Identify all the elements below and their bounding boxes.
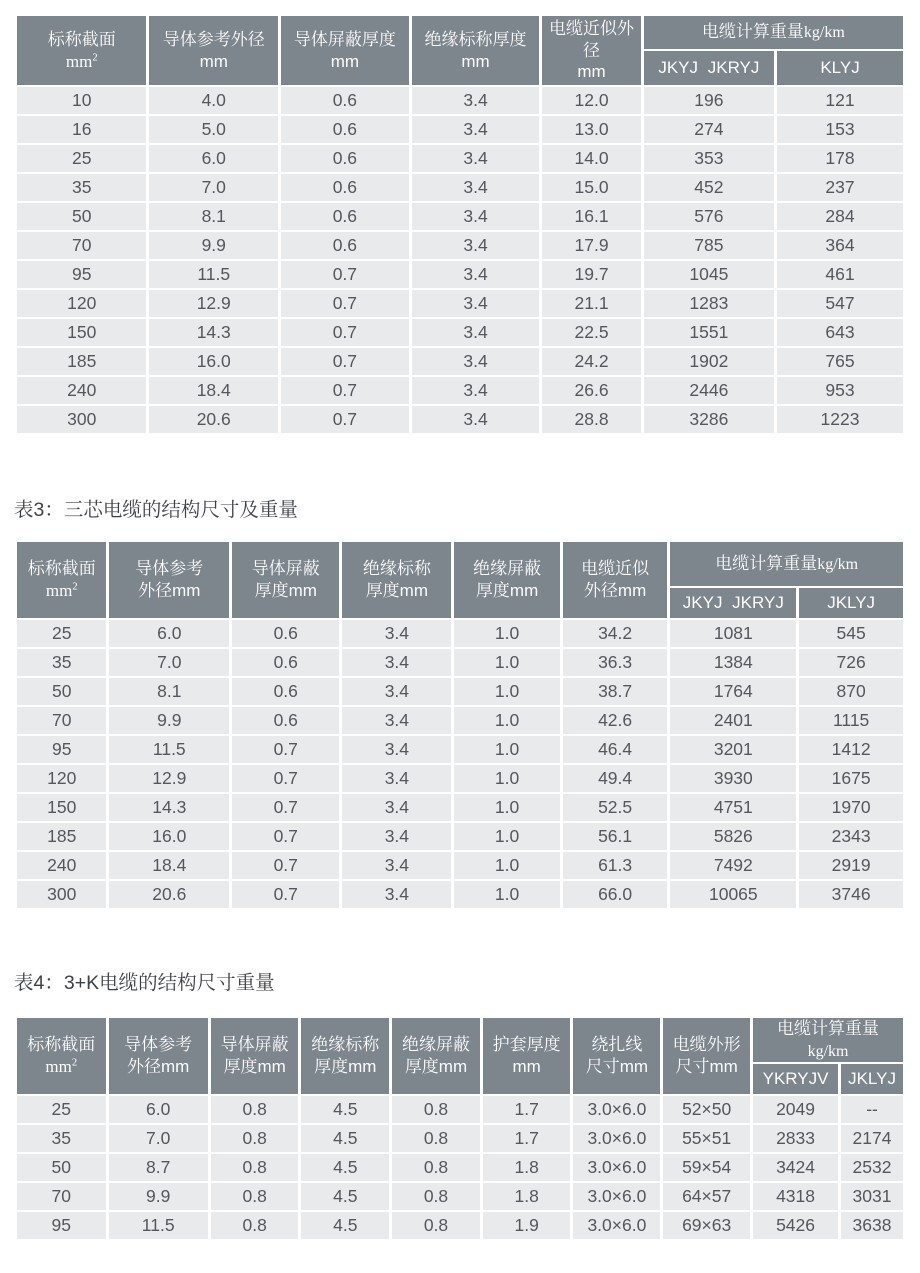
table-cell: 35 [16,173,148,202]
table-cell: 1.0 [453,793,561,822]
table-cell: 0.7 [280,289,411,318]
table-cell: 1.0 [453,619,561,648]
table-cell: 14.3 [148,318,280,347]
table-cell: 6.0 [148,144,280,173]
table-cell: 28.8 [541,405,642,434]
table-cell: 14.0 [541,144,642,173]
table-cell: 0.8 [209,1211,300,1240]
table-cell: 3.0×6.0 [572,1124,662,1153]
weight-group-unit: kg/km [817,555,859,573]
table-cell: 0.8 [391,1182,482,1211]
table-row [16,1211,905,1240]
table-cell: 34.2 [561,619,669,648]
table3-title: 表3：三芯电缆的结构尺寸及重量 [14,499,298,521]
table-cell: 3.4 [341,706,453,735]
table-row [16,880,905,909]
table-cell: 4.5 [300,1211,391,1240]
table-cell: 121 [776,86,905,115]
table-cell: 13.0 [541,115,642,144]
table-cell: 42.6 [561,706,669,735]
table-cell: 0.6 [231,619,341,648]
weight-group-label: 电缆计算重量 [701,22,804,42]
table-cell: 1675 [798,764,905,793]
column-header-0: 标称截面 $mm^2$ [16,541,108,619]
weight-sub-header-1: KLYJ [776,50,905,86]
table-cell: 3.4 [341,793,453,822]
table-cell: 1.0 [453,764,561,793]
table-cell: 49.4 [561,764,669,793]
column-header-1: 导体参考 外径mm [107,1017,209,1095]
column-header-4: 电缆近似外径 mm [541,15,642,86]
table-cell: 1283 [642,289,775,318]
table-cell: 26.6 [541,376,642,405]
table-cell: 2833 [752,1124,840,1153]
table-cell: 16 [16,115,148,144]
table-cell: 1.0 [453,706,561,735]
table-cell: 3930 [669,764,798,793]
weight-sub-header-1: JKLYJ [798,587,905,619]
table-cell: 4.5 [300,1182,391,1211]
table-cell: 12.0 [541,86,642,115]
table-cell: 785 [642,231,775,260]
table-body [16,619,905,909]
table-cell: 95 [16,260,148,289]
table-cell: 50 [16,202,148,231]
table-cell: 12.9 [148,289,280,318]
table-cell: 3201 [669,735,798,764]
table-cell: 1.9 [481,1211,572,1240]
table-cell: 0.8 [391,1211,482,1240]
table-cell: 21.1 [541,289,642,318]
two-core-cable-table [14,14,906,435]
table-cell: 1412 [798,735,905,764]
table-cell: 364 [776,231,905,260]
table-cell: 4.5 [300,1124,391,1153]
table-cell: 0.7 [280,376,411,405]
table-cell: 9.9 [108,706,231,735]
table-cell: 18.4 [148,376,280,405]
table-row [16,202,905,231]
table-cell: 1.8 [481,1153,572,1182]
table-cell: 52×50 [662,1095,752,1124]
table-cell: 16.0 [148,347,280,376]
table-cell: 11.5 [148,260,280,289]
table-cell: 3031 [840,1182,905,1211]
table-cell: 237 [776,173,905,202]
table-cell: 3.4 [410,144,541,173]
column-header-6: 绕扎线 尺寸mm [572,1017,662,1095]
table-cell: 0.7 [280,347,411,376]
table-cell: 6.0 [107,1095,209,1124]
table-row [16,764,905,793]
table-cell: 120 [16,764,108,793]
table-cell: 452 [642,173,775,202]
table-row [16,822,905,851]
table-cell: 4751 [669,793,798,822]
table-row [16,115,905,144]
column-header-0: 标称截面 $mm^2$ [16,15,148,86]
table-row [16,173,905,202]
table-cell: 1384 [669,648,798,677]
weight-group-label: 电缆计算重量 [777,1019,880,1038]
table-cell: 10065 [669,880,798,909]
table-cell: 185 [16,822,108,851]
table-cell: 50 [16,677,108,706]
table-cell: 25 [16,1095,108,1124]
table-cell: 61.3 [561,851,669,880]
table-cell: 3.4 [341,822,453,851]
weight-group-unit: kg/km [803,24,845,42]
table-cell: 1.0 [453,822,561,851]
table-cell: 3.4 [341,735,453,764]
table-cell: 185 [16,347,148,376]
table-cell: 461 [776,260,905,289]
column-header-4: 绝缘屏蔽 厚度mm [453,541,561,619]
table-row [16,260,905,289]
table-cell: 0.6 [231,648,341,677]
table-cell: 1045 [642,260,775,289]
table-row [16,289,905,318]
table-cell: 240 [16,851,108,880]
table-cell: 9.9 [107,1182,209,1211]
table-cell: 953 [776,376,905,405]
table-cell: 0.6 [280,115,411,144]
table-cell: 35 [16,1124,108,1153]
table-cell: 3.4 [341,851,453,880]
three-core-cable-table [14,540,906,910]
table-cell: 274 [642,115,775,144]
table-cell: 17.9 [541,231,642,260]
table-cell: 150 [16,318,148,347]
table-row [16,318,905,347]
table-cell: 46.4 [561,735,669,764]
table-cell: 1970 [798,793,905,822]
table-cell: 10 [16,86,148,115]
table-cell: 240 [16,376,148,405]
table-cell: 3.4 [410,231,541,260]
table-cell: 3.4 [341,648,453,677]
table-cell: 150 [16,793,108,822]
weight-sub-header-0: JKYJ JKRYJ [669,587,798,619]
table-cell: 3.4 [341,764,453,793]
table-cell: 0.6 [280,202,411,231]
table-cell: 1081 [669,619,798,648]
table-cell: 1.0 [453,735,561,764]
table-cell: 1.7 [481,1124,572,1153]
table-cell: 0.7 [280,405,411,434]
table-cell: 7.0 [108,648,231,677]
unit-mm2: $mm^2$ [45,1057,78,1077]
table-cell: 12.9 [108,764,231,793]
table-cell: 0.7 [231,764,341,793]
table-cell: 4.5 [300,1095,391,1124]
table-cell: 24.2 [541,347,642,376]
table-cell: 3.4 [410,376,541,405]
table-row [16,144,905,173]
table-cell: 18.4 [108,851,231,880]
table-cell: 3.4 [410,173,541,202]
table-cell: 4.0 [148,86,280,115]
table-cell: 2919 [798,851,905,880]
weight-sub-header-0: YKRYJV [752,1063,840,1095]
weight-sub-header-1: JKLYJ [840,1063,905,1095]
table-cell: 643 [776,318,905,347]
table-cell: 0.7 [231,851,341,880]
table-cell: 4318 [752,1182,840,1211]
table-cell: 20.6 [108,880,231,909]
unit-mm2: $mm^2$ [45,581,78,600]
table-cell: 16.0 [108,822,231,851]
table-cell: 16.1 [541,202,642,231]
table-cell: 3.4 [341,677,453,706]
column-header-0: 标称截面 $mm^2$ [16,1017,108,1095]
table-cell: 1902 [642,347,775,376]
table-cell: 0.8 [209,1095,300,1124]
column-header-2: 导体屏蔽 厚度mm [209,1017,300,1095]
table-cell: 3.4 [341,880,453,909]
table-cell: 0.8 [209,1182,300,1211]
column-header-4: 绝缘屏蔽 厚度mm [391,1017,482,1095]
table-cell: 196 [642,86,775,115]
table-row [16,86,905,115]
column-header-2: 导体屏蔽厚度 mm [280,15,411,86]
table-body [16,86,905,434]
table-cell: 765 [776,347,905,376]
weight-group-header [669,541,905,587]
weight-group-label: 电缆计算重量 [715,553,818,573]
table-cell: 15.0 [541,173,642,202]
table-cell: 70 [16,706,108,735]
table-cell: 545 [798,619,905,648]
table-cell: 2049 [752,1095,840,1124]
table-cell: 0.7 [231,735,341,764]
table-cell: 25 [16,144,148,173]
column-header-1: 导体参考外径 mm [148,15,280,86]
table-cell: 11.5 [108,735,231,764]
table-cell: 153 [776,115,905,144]
table-cell: 1.0 [453,677,561,706]
table-row [16,706,905,735]
table-cell: 0.6 [280,86,411,115]
header-row-top [16,541,905,587]
table-cell: 0.7 [231,880,341,909]
table-cell: 0.6 [280,173,411,202]
table-cell: 0.6 [231,706,341,735]
column-header-3: 绝缘标称 厚度mm [341,541,453,619]
table-cell: 3.4 [410,289,541,318]
table-header [16,15,905,86]
table-cell: 120 [16,289,148,318]
table-row [16,619,905,648]
table-cell: 55×51 [662,1124,752,1153]
table-row [16,851,905,880]
table-cell: 2446 [642,376,775,405]
table-cell: 2174 [840,1124,905,1153]
table-cell: 3.0×6.0 [572,1182,662,1211]
table-cell: 8.1 [108,677,231,706]
table-cell: -- [840,1095,905,1124]
column-header-3: 绝缘标称 厚度mm [300,1017,391,1095]
table-cell: 1.0 [453,880,561,909]
table-cell: 3.4 [410,318,541,347]
table-cell: 870 [798,677,905,706]
table-cell: 0.7 [231,822,341,851]
table-cell: 5826 [669,822,798,851]
table-cell: 3.0×6.0 [572,1211,662,1240]
table-row [16,677,905,706]
table-cell: 5.0 [148,115,280,144]
table-cell: 7.0 [148,173,280,202]
table-cell: 3.0×6.0 [572,1095,662,1124]
header-row-top [16,1017,905,1063]
table-cell: 50 [16,1153,108,1182]
table-cell: 1223 [776,405,905,434]
table-cell: 3.4 [410,347,541,376]
weight-group-unit: kg/km [807,1042,849,1060]
table-cell: 66.0 [561,880,669,909]
table-cell: 0.8 [391,1153,482,1182]
table-cell: 2343 [798,822,905,851]
header-row-top [16,15,905,50]
table-cell: 3746 [798,880,905,909]
table-cell: 2401 [669,706,798,735]
table-cell: 19.7 [541,260,642,289]
table-cell: 0.6 [280,231,411,260]
table-cell: 36.3 [561,648,669,677]
table-cell: 1.8 [481,1182,572,1211]
table-cell: 1551 [642,318,775,347]
table-cell: 95 [16,735,108,764]
table-cell: 4.5 [300,1153,391,1182]
table-cell: 9.9 [148,231,280,260]
table4-title: 表4：3+K电缆的结构尺寸重量 [14,972,275,994]
table-cell: 0.7 [280,318,411,347]
table-cell: 2532 [840,1153,905,1182]
table-cell: 547 [776,289,905,318]
table-body [16,1095,905,1240]
table-row [16,793,905,822]
table-cell: 14.3 [108,793,231,822]
table-cell: 284 [776,202,905,231]
table-row [16,1182,905,1211]
table-cell: 0.7 [231,793,341,822]
table-cell: 0.7 [280,260,411,289]
table-cell: 0.8 [209,1124,300,1153]
table-cell: 22.5 [541,318,642,347]
table-cell: 7.0 [107,1124,209,1153]
column-header-5: 电缆近似 外径mm [561,541,669,619]
column-header-7: 电缆外形 尺寸mm [662,1017,752,1095]
table-cell: 0.8 [391,1124,482,1153]
table-row [16,376,905,405]
table-cell: 1115 [798,706,905,735]
table-row [16,1124,905,1153]
table-cell: 95 [16,1211,108,1240]
table-cell: 3.4 [410,115,541,144]
table-cell: 20.6 [148,405,280,434]
table-cell: 35 [16,648,108,677]
table-header [16,541,905,619]
three-plus-k-cable-table [14,1016,906,1241]
table-row [16,648,905,677]
table-cell: 0.8 [391,1095,482,1124]
table-cell: 353 [642,144,775,173]
table-cell: 1.7 [481,1095,572,1124]
table-cell: 25 [16,619,108,648]
table-cell: 7492 [669,851,798,880]
table-cell: 11.5 [107,1211,209,1240]
table-row [16,405,905,434]
table-cell: 300 [16,405,148,434]
table-cell: 8.7 [107,1153,209,1182]
table-cell: 52.5 [561,793,669,822]
table-cell: 0.8 [209,1153,300,1182]
table-row [16,347,905,376]
table-cell: 3.0×6.0 [572,1153,662,1182]
table-cell: 59×54 [662,1153,752,1182]
column-header-1: 导体参考 外径mm [108,541,231,619]
weight-group-header [752,1017,905,1063]
table-cell: 6.0 [108,619,231,648]
table-cell: 3286 [642,405,775,434]
table-cell: 64×57 [662,1182,752,1211]
table-row [16,1153,905,1182]
table-cell: 3.4 [410,260,541,289]
table-cell: 38.7 [561,677,669,706]
table-cell: 8.1 [148,202,280,231]
table-cell: 1.0 [453,648,561,677]
table-cell: 3638 [840,1211,905,1240]
table-row [16,231,905,260]
table-cell: 3424 [752,1153,840,1182]
table-cell: 70 [16,231,148,260]
table-cell: 3.4 [410,202,541,231]
table-cell: 3.4 [410,86,541,115]
table-cell: 0.6 [231,677,341,706]
table-cell: 3.4 [410,405,541,434]
table-cell: 5426 [752,1211,840,1240]
table-cell: 300 [16,880,108,909]
table-header [16,1017,905,1095]
table-cell: 3.4 [341,619,453,648]
table-row [16,1095,905,1124]
table-cell: 0.6 [280,144,411,173]
table-cell: 178 [776,144,905,173]
column-header-2: 导体屏蔽 厚度mm [231,541,341,619]
weight-group-header [642,15,904,50]
column-header-5: 护套厚度 mm [481,1017,572,1095]
weight-sub-header-0: JKYJ JKRYJ [642,50,775,86]
table-cell: 1764 [669,677,798,706]
table-cell: 726 [798,648,905,677]
table-row [16,735,905,764]
column-header-3: 绝缘标称厚度 mm [410,15,541,86]
table-cell: 56.1 [561,822,669,851]
table-cell: 69×63 [662,1211,752,1240]
table-cell: 576 [642,202,775,231]
table-cell: 1.0 [453,851,561,880]
unit-mm2: $mm^2$ [65,51,98,71]
table-cell: 70 [16,1182,108,1211]
